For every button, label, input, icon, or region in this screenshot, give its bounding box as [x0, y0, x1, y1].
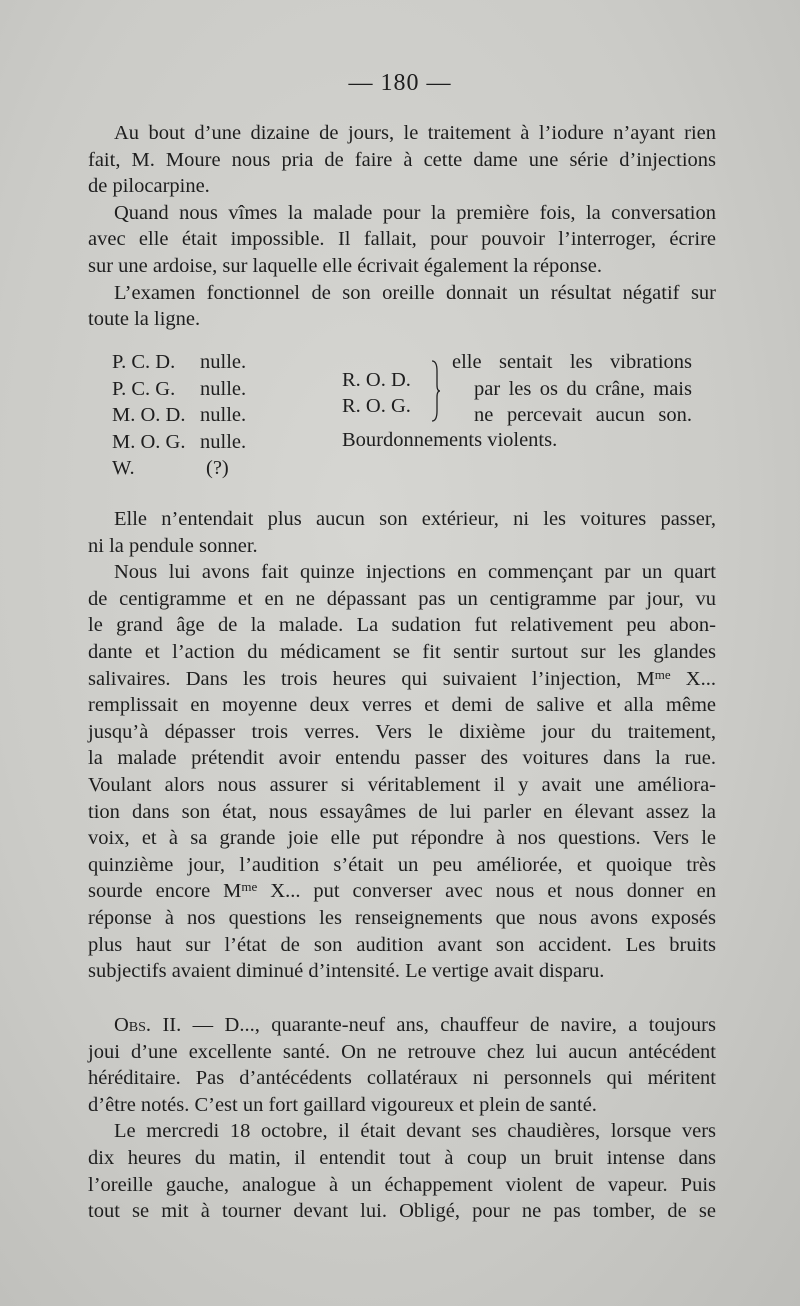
text-line: sur une ardoise, sur laquelle elle écrivait également la réponse. [88, 254, 602, 277]
bourdonnements-note: Bourdonnements violents. [342, 429, 558, 451]
text-line: ni la pendule sonner. [88, 534, 258, 557]
text-line: toute la ligne. [88, 308, 201, 331]
text-fragment: — D..., quarante-neuf ans, chauffeur de navire, a toujours [181, 1014, 716, 1036]
text-block-observation [88, 1012, 716, 1225]
text-fragment: X... put converser avec nous et nous donner en [257, 880, 717, 903]
text-line: tout se mit à tourner devant lui. Obligé, pour ne pas tomber, de se [88, 1200, 716, 1223]
text-line: quinzième jour, l’audition s’était un peu améliorée, et quoique très [88, 853, 716, 876]
observation-label: Obs. II. [114, 1014, 182, 1036]
rinne-tests [342, 367, 411, 419]
text-line: de pilocarpine. [88, 175, 210, 198]
text-line: Au bout d’une dizaine de jours, le traitement à l’iodure n’ayant rien [114, 122, 716, 144]
exam-key: P. C. G. [112, 377, 176, 400]
text-line: ne percevait aucun son. [474, 404, 692, 427]
text-line: le grand âge de la malade. La sudation fut relativement peu abon- [88, 614, 716, 637]
text-line: réponse à nos questions les renseignements que nous avons exposés [88, 906, 716, 929]
exam-value: (?) [206, 457, 229, 480]
text-line: plus haut sur l’état de son audition avant son accident. Les bruits [88, 933, 716, 956]
text-line: joui d’une excellente santé. On ne retrouve chez lui aucun antécédent [88, 1040, 716, 1063]
exam-key: P. C. D. [112, 351, 176, 373]
text-line: avec elle était impossible. Il fallait, pour pouvoir l’interroger, écrire [88, 228, 716, 251]
exam-key: M. O. G. [112, 430, 186, 453]
exam-list [112, 349, 246, 482]
text-line: par les os du crâne, mais [474, 377, 692, 400]
superscript: me [241, 879, 258, 895]
text-line: Quand nous vîmes la malade pour la première fois, la conversation [114, 201, 716, 224]
text-block-top [88, 120, 716, 333]
exam-row [112, 402, 246, 429]
exam-value: nulle. [200, 351, 247, 373]
text-line: L’examen fonctionnel de son oreille donnait un résultat négatif sur [114, 281, 716, 304]
text-line: fait, M. Moure nous pria de faire à cette dame une série d’injections [88, 148, 716, 171]
text-line: jusqu’à dépasser trois verres. Vers le dixième jour du traitement, [88, 720, 716, 743]
page-number: — 180 — [348, 70, 452, 96]
text-line: Le mercredi 18 octobre, il était devant ses chaudières, lorsque vers [114, 1120, 716, 1143]
text-line [88, 878, 716, 905]
exam-value: nulle. [200, 377, 247, 400]
text-line: voix, et à sa grande joie elle put répondre à nos questions. Vers le [88, 827, 716, 850]
exam-row [112, 429, 246, 456]
text-line: Nous lui avons fait quinze injections en commençant par un quart [114, 561, 716, 584]
text-block-middle [88, 506, 716, 985]
text-line: dix heures du matin, il entendit tout à coup un bruit intense dans [88, 1146, 716, 1169]
text-line: de centigramme et en ne dépassant pas un centigramme par jour, vu [88, 587, 716, 610]
text-line: elle sentait les vibrations [452, 351, 692, 373]
text-line: tion dans son état, nous essayâmes de lui parler en élevant assez la [88, 800, 716, 823]
text-line: l’oreille gauche, analogue à un échappement violent de vapeur. Puis [88, 1173, 716, 1196]
text-fragment: sourde encore M [88, 880, 242, 903]
rog-label: R. O. G. [342, 395, 411, 417]
curly-brace-icon [430, 359, 440, 423]
exam-key: W. [112, 457, 135, 480]
text-fragment: salivaires. Dans les trois heures qui suivaient l’injection, M [88, 667, 655, 690]
text-line: héréditaire. Pas d’antécédents collatéraux ni personnels qui méritent [88, 1067, 716, 1090]
exam-row [112, 349, 246, 376]
exam-value: nulle. [200, 430, 247, 453]
rod-label: R. O. D. [342, 369, 411, 391]
text-line [88, 666, 716, 693]
text-line: dante et l’action du médicament se fit sentir surtout sur les glandes [88, 640, 716, 663]
superscript: me [654, 666, 671, 682]
text-line: d’être notés. C’est un fort gaillard vigoureux et plein de santé. [88, 1093, 597, 1116]
text-line: Voulant alors nous assurer si véritablement il y avait une améliora- [88, 773, 716, 796]
text-line [88, 1012, 716, 1039]
exam-row [112, 376, 246, 403]
text-line: remplissait en moyenne deux verres et demi de salive et alla même [88, 694, 716, 717]
text-line: Elle n’entendait plus aucun son extérieur, ni les voitures passer, [114, 508, 716, 530]
text-line: subjectifs avaient diminué d’intensité. Le vertige avait disparu. [88, 960, 605, 983]
exam-value: nulle. [200, 404, 247, 427]
text-line: la malade prétendit avoir entendu passer des voitures dans la rue. [88, 747, 716, 770]
exam-key: M. O. D. [112, 404, 186, 427]
vibration-description [452, 349, 692, 429]
exam-row [112, 455, 246, 482]
text-fragment: X... [670, 667, 716, 690]
exam-results [0, 345, 800, 485]
